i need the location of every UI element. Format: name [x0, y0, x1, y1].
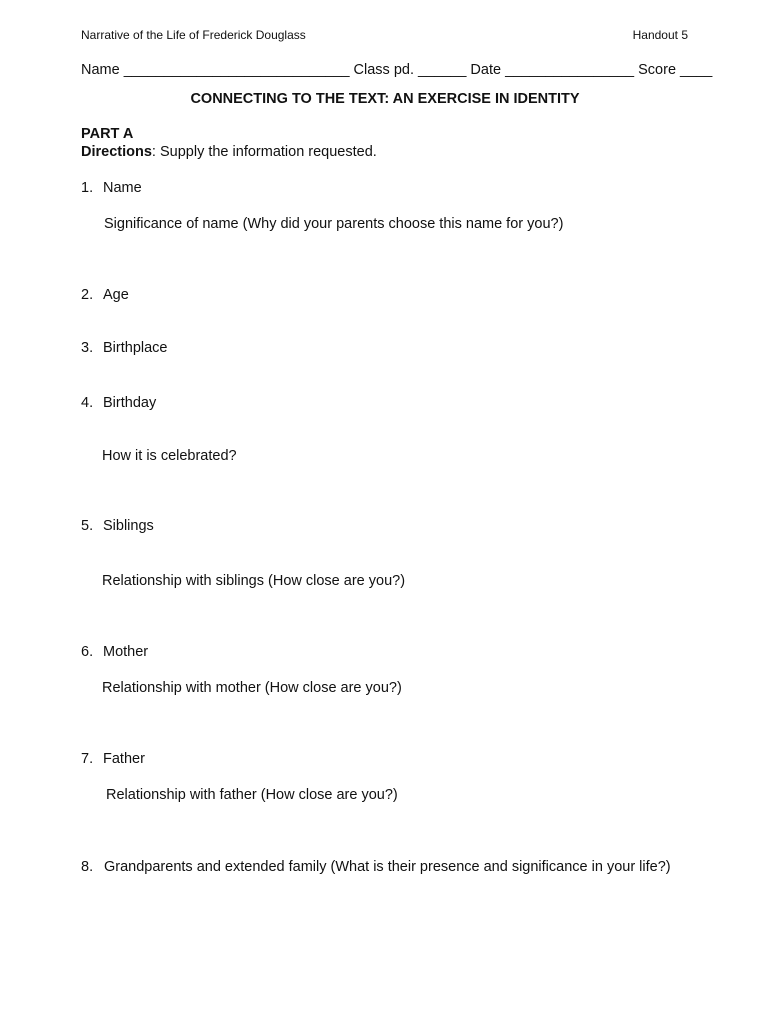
handout-label: Handout 5: [632, 28, 688, 42]
list-item: [81, 751, 145, 767]
item-label: Birthplace: [103, 340, 168, 356]
item-number: 3.: [81, 340, 94, 356]
item-label: Mother: [103, 644, 149, 660]
item-number: 2.: [81, 287, 94, 303]
worksheet-title: CONNECTING TO THE TEXT: AN EXERCISE IN IDENTITY: [190, 91, 580, 107]
item-label: Father: [103, 751, 145, 767]
item-number: 5.: [81, 518, 94, 534]
item-label: Grandparents and extended family (What is their presence and significance in your life?): [104, 859, 671, 875]
item-subquestion: Relationship with mother (How close are you?): [102, 680, 402, 696]
book-title: Narrative of the Life of Frederick Douglass: [81, 28, 306, 42]
item-subquestion: Significance of name (Why did your parents choose this name for you?): [104, 216, 564, 232]
list-item: [81, 287, 129, 303]
student-info-line: Name ____________________________ Class pd. ______ Date ________________ Score ____: [81, 62, 713, 78]
item-subquestion: How it is celebrated?: [102, 448, 237, 464]
list-item: [81, 180, 142, 196]
item-number: 1.: [81, 180, 94, 196]
item-number: 7.: [81, 751, 94, 767]
directions-text: : Supply the information requested.: [151, 144, 377, 160]
list-item: [81, 644, 148, 660]
part-label: PART A: [81, 126, 134, 142]
item-number: 4.: [81, 395, 94, 411]
list-item: [81, 395, 156, 411]
list-item: [81, 340, 167, 356]
list-item: [81, 518, 154, 534]
item-label: Age: [103, 287, 129, 303]
item-number: 8.: [81, 859, 94, 875]
list-item: [81, 858, 681, 876]
item-label: Siblings: [103, 518, 154, 534]
directions-label: Directions: [81, 144, 152, 160]
item-label: Birthday: [103, 395, 157, 411]
item-subquestion: Relationship with father (How close are you?): [106, 787, 398, 803]
item-subquestion: Relationship with siblings (How close are you?): [102, 573, 406, 589]
directions: [81, 144, 377, 160]
item-label: Name: [103, 180, 142, 196]
item-number: 6.: [81, 644, 94, 660]
